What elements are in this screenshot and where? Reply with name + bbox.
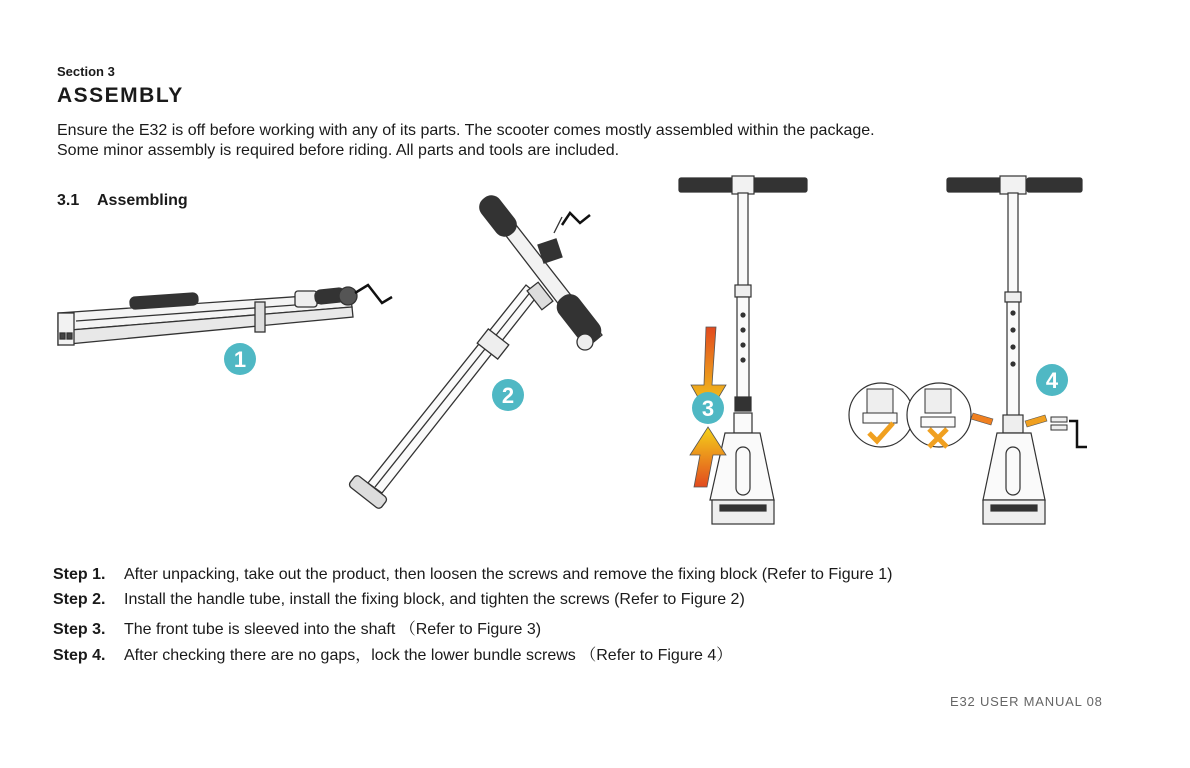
handlebar-icon: [679, 176, 807, 194]
step-2: [53, 591, 745, 609]
badge-2: [492, 379, 524, 411]
step-2-text: Install the handle tube, install the fixing block, and tighten the screws (Refer to Figure 2): [124, 591, 745, 608]
step-1-label: Step 1.: [53, 566, 106, 583]
step-3-text: The front tube is sleeved into the shaft （Refer to Figure 3): [124, 621, 542, 638]
handlebar-tube-icon: [348, 192, 605, 510]
step-4-label: Step 4.: [53, 647, 106, 664]
handlebar-icon-4: [947, 176, 1082, 194]
shaft-base-icon: [710, 413, 774, 524]
subsection-heading: [57, 192, 188, 210]
figure-3: [670, 175, 815, 530]
page-footer: E32 USER MANUAL 08: [950, 694, 1103, 709]
intro-line-1: Ensure the E32 is off before working with any of its parts. The scooter comes mostly assembled within the package.: [57, 122, 875, 139]
svg-text:4: 4: [1045, 368, 1059, 393]
intro-line-2: Some minor assembly is required before riding. All parts and tools are included.: [57, 142, 620, 159]
correct-check-icon: [849, 383, 913, 447]
svg-text:3: 3: [701, 396, 715, 421]
fixing-block-icon: [538, 217, 562, 263]
arrow-right-icon: [971, 413, 993, 425]
page-title: ASSEMBLY: [57, 84, 184, 107]
step-1-text: After unpacking, take out the product, then loosen the screws and remove the fixing block (Refer to Figure 1): [124, 566, 893, 583]
step-4: [53, 642, 732, 665]
badge-3: [692, 392, 724, 424]
svg-text:2: 2: [501, 383, 515, 408]
incorrect-cross-icon: [907, 383, 971, 447]
svg-text:1: 1: [233, 347, 247, 372]
step-3: [53, 616, 541, 639]
assembled-tube-icon: [983, 193, 1045, 524]
step-1: [53, 566, 892, 584]
figure-4: [845, 175, 1095, 530]
badge-4: [1036, 364, 1068, 396]
section-label: Section 3: [57, 64, 115, 79]
subsection-title: Assembling: [97, 192, 188, 209]
subsection-number: 3.1: [57, 192, 80, 209]
intro-paragraph: [57, 121, 875, 161]
allen-key-icon-4: [1069, 421, 1087, 447]
front-tube-icon: [735, 193, 751, 411]
folded-scooter-icon: [58, 287, 357, 345]
step-3-label: Step 3.: [53, 621, 106, 638]
arrow-left-icon: [1025, 415, 1047, 427]
screw-icon: [1051, 417, 1067, 430]
badge-1: [224, 343, 256, 375]
step-2-label: Step 2.: [53, 591, 106, 608]
step-4-text: After checking there are no gaps，lock the lower bundle screws （Refer to Figure 4）: [124, 647, 733, 664]
allen-key-icon-2: [562, 213, 590, 225]
figure-2: [340, 195, 620, 515]
